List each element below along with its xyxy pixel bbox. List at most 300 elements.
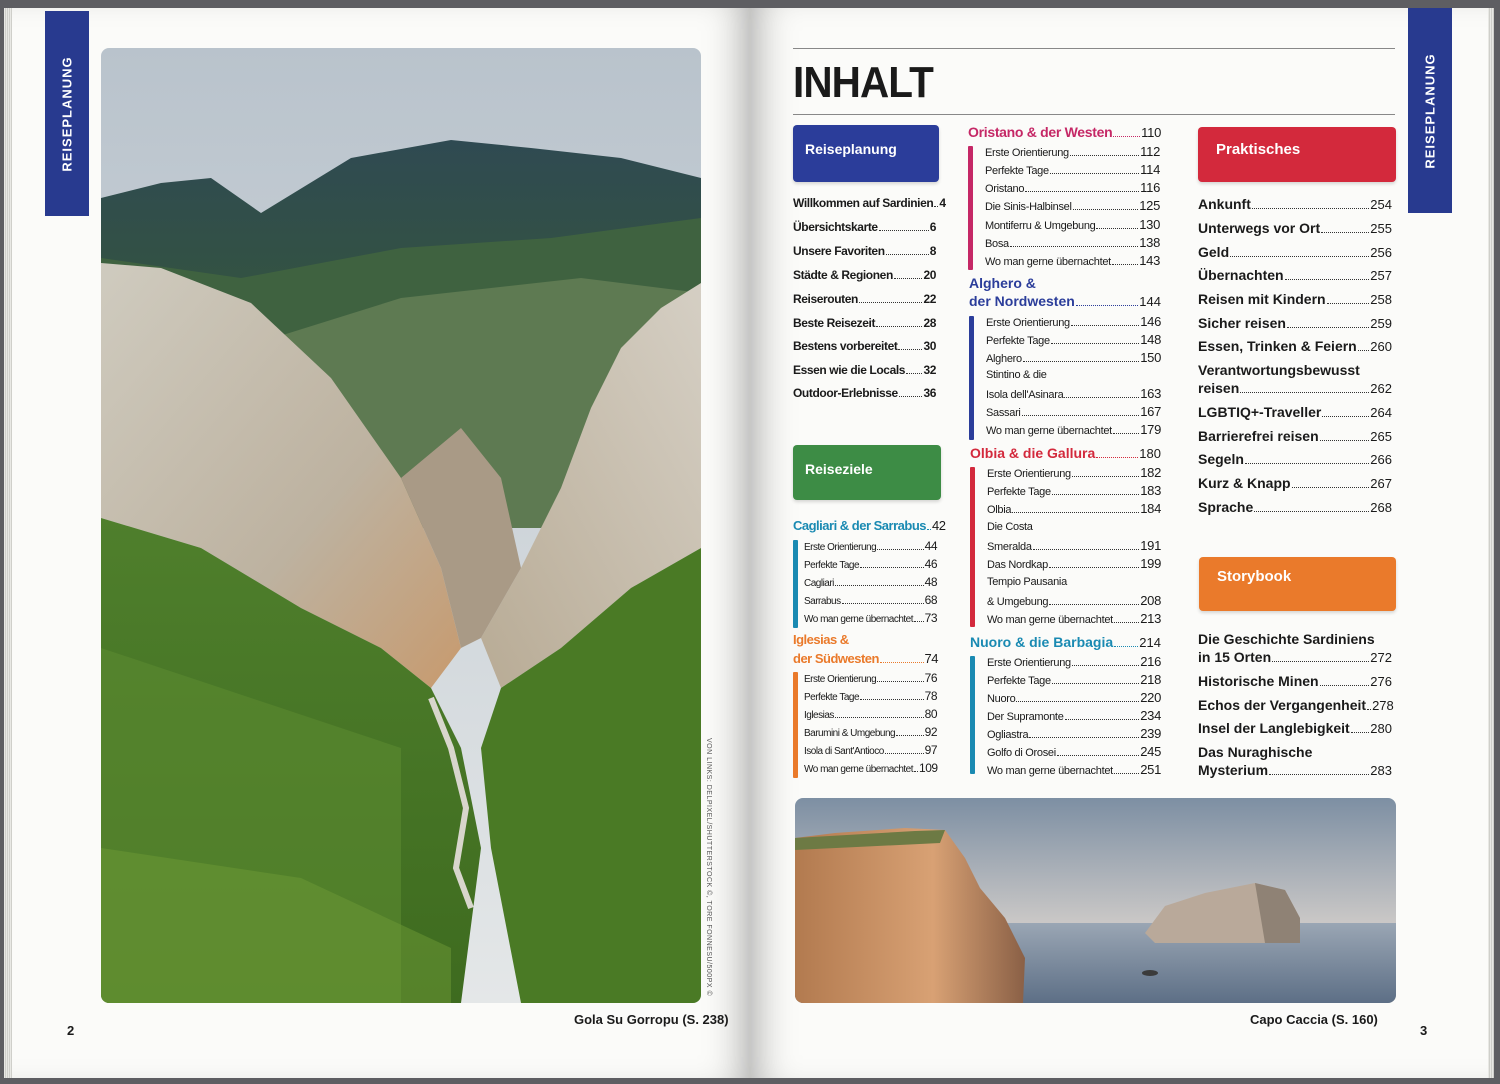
entry-page: 184 xyxy=(1140,501,1161,516)
section-heading-cagliari[interactable] xyxy=(793,518,946,533)
leader-dots xyxy=(1025,191,1139,192)
entry-label: Erste Orientierung xyxy=(985,147,1069,159)
toc-entry[interactable] xyxy=(1198,404,1392,420)
entry-page: 245 xyxy=(1140,744,1161,759)
leader-dots xyxy=(1114,646,1138,647)
entry-label: Perfekte Tage xyxy=(804,560,860,571)
page-number: 2 xyxy=(67,1023,75,1038)
entry-page: 28 xyxy=(923,316,936,330)
entry-label: Erste Orientierung xyxy=(804,674,877,685)
entry-label: Reiserouten xyxy=(793,292,858,306)
top-rule xyxy=(793,48,1395,49)
entry-label: Historische Minen xyxy=(1198,673,1319,689)
entry-page: 280 xyxy=(1370,721,1392,736)
leader-dots xyxy=(1064,397,1139,398)
leader-dots xyxy=(885,753,924,754)
leader-dots xyxy=(1358,350,1370,351)
entry-page: 46 xyxy=(924,557,937,571)
leader-dots xyxy=(1113,136,1140,137)
entry-label: Perfekte Tage xyxy=(985,165,1049,177)
entry-page: 78 xyxy=(924,689,937,703)
entry-label: Sarrabus xyxy=(804,596,841,607)
toc-subentry[interactable] xyxy=(986,314,1161,329)
entry-page: 130 xyxy=(1139,217,1160,232)
toc-entry[interactable] xyxy=(793,363,936,377)
toc-entry[interactable] xyxy=(1198,267,1392,283)
toc-entry[interactable] xyxy=(1198,499,1392,515)
heading-page: 42 xyxy=(932,518,946,533)
toc-subentry[interactable] xyxy=(987,465,1161,480)
entry-page: 6 xyxy=(929,220,936,234)
entry-page: 257 xyxy=(1370,268,1392,283)
toc-subentry[interactable] xyxy=(804,743,937,757)
entry-label: Alghero xyxy=(986,353,1022,365)
leader-dots xyxy=(1240,392,1369,393)
section-tab xyxy=(1408,8,1452,213)
entry-page: 276 xyxy=(1370,674,1392,689)
leader-dots xyxy=(1022,415,1140,416)
section-heading-iglesias[interactable]: Iglesias & xyxy=(793,632,849,647)
box-label: Reiseplanung xyxy=(805,141,897,157)
toc-subentry[interactable] xyxy=(987,593,1161,608)
toc-entry[interactable] xyxy=(1198,697,1392,713)
leader-dots xyxy=(1073,209,1139,210)
toc-entry[interactable] xyxy=(1198,428,1392,444)
leader-dots xyxy=(835,585,924,586)
entry-page: 167 xyxy=(1140,404,1161,419)
box-label: Praktisches xyxy=(1216,141,1301,158)
entry-label: Unsere Favoriten xyxy=(793,244,885,258)
toc-subentry[interactable] xyxy=(804,575,937,589)
entry-page: 199 xyxy=(1140,556,1161,571)
entry-page: 125 xyxy=(1139,198,1160,213)
heading-page: 214 xyxy=(1139,635,1161,650)
entry-page: 267 xyxy=(1370,476,1392,491)
toc-entry[interactable] xyxy=(1198,380,1392,396)
toc-entry[interactable] xyxy=(1198,338,1392,354)
entry-page: 30 xyxy=(923,339,936,353)
leader-dots xyxy=(1269,774,1369,775)
entry-label: Perfekte Tage xyxy=(986,335,1050,347)
entry-page: 8 xyxy=(929,244,936,258)
entry-label: Sprache xyxy=(1198,499,1254,515)
toc-subentry[interactable] xyxy=(804,689,937,703)
toc-entry[interactable] xyxy=(1198,196,1392,212)
entry-label: Mysterium xyxy=(1198,762,1269,778)
toc-subentry-line1[interactable]: Stintino & die xyxy=(986,369,1047,381)
leader-dots xyxy=(1254,511,1369,512)
heading-page: 180 xyxy=(1139,446,1161,461)
leader-dots xyxy=(1029,737,1139,738)
toc-subentry[interactable] xyxy=(987,483,1161,498)
left-page xyxy=(12,8,750,1078)
leader-dots xyxy=(1327,303,1370,304)
entry-label: Das Nordkap xyxy=(987,559,1048,571)
leader-dots xyxy=(896,735,924,736)
toc-subentry[interactable] xyxy=(986,386,1161,401)
heading-page: 144 xyxy=(1139,294,1161,309)
heading-label: der Nordwesten xyxy=(969,293,1075,309)
leader-dots xyxy=(1351,732,1370,733)
section-bar xyxy=(793,540,798,628)
entry-label: Erste Orientierung xyxy=(804,542,877,553)
heading-label: Oristano & der Westen xyxy=(968,124,1113,140)
toc-subentry[interactable] xyxy=(987,611,1161,626)
entry-label: Oristano xyxy=(985,183,1025,195)
entry-page: 22 xyxy=(923,292,936,306)
entry-label: Sicher reisen xyxy=(1198,315,1286,331)
toc-subentry[interactable] xyxy=(987,501,1161,516)
toc-subentry[interactable] xyxy=(987,744,1161,759)
toc-subentry[interactable] xyxy=(987,762,1161,777)
leader-dots xyxy=(842,603,924,604)
toc-entry[interactable] xyxy=(1198,220,1392,236)
entry-label: Sassari xyxy=(986,407,1021,419)
toc-subentry[interactable] xyxy=(804,593,937,607)
toc-subentry[interactable] xyxy=(804,611,937,625)
section-bar xyxy=(793,672,798,778)
toc-entry-line1[interactable]: Die Geschichte Sardiniens xyxy=(1198,631,1375,647)
toc-subentry[interactable] xyxy=(804,725,937,739)
photo-credit: VON LINKS: DELPIXEL/SHUTTERSTOCK ©, TORE FONNESU/500PX © xyxy=(705,738,712,997)
page-number: 3 xyxy=(1420,1023,1428,1038)
toc-entry[interactable] xyxy=(1198,673,1392,689)
leader-dots xyxy=(1287,327,1369,328)
entry-label: Der Supramonte xyxy=(987,711,1064,723)
page-title: INHALT xyxy=(793,58,933,107)
toc-subentry[interactable] xyxy=(985,162,1160,177)
toc-subentry[interactable] xyxy=(804,761,937,775)
entry-label: Wo man gerne übernachtet xyxy=(985,256,1111,268)
leader-dots xyxy=(1367,709,1371,710)
entry-page: 213 xyxy=(1140,611,1161,626)
section-bar xyxy=(968,146,973,270)
toc-subentry[interactable] xyxy=(986,404,1161,419)
entry-label: in 15 Orten xyxy=(1198,649,1272,665)
leader-dots xyxy=(1065,719,1140,720)
entry-page: 92 xyxy=(924,725,937,739)
toc-subentry[interactable] xyxy=(987,654,1161,669)
leader-dots xyxy=(914,771,918,772)
toc-subentry[interactable] xyxy=(804,539,937,553)
leader-dots xyxy=(1272,661,1369,662)
entry-label: Smeralda xyxy=(987,541,1032,553)
entry-page: 265 xyxy=(1370,429,1392,444)
leader-dots xyxy=(1252,208,1369,209)
entry-page: 259 xyxy=(1370,316,1392,331)
section-tab-label: REISEPLANUNG xyxy=(1422,52,1438,169)
leader-dots xyxy=(1049,604,1139,605)
section-heading-alghero[interactable]: Alghero & xyxy=(969,275,1036,291)
toc-entry[interactable] xyxy=(793,339,936,353)
entry-label: Montiferru & Umgebung xyxy=(985,220,1096,232)
toc-entry[interactable] xyxy=(793,268,936,282)
leader-dots xyxy=(1096,457,1138,458)
entry-page: 208 xyxy=(1140,593,1161,608)
toc-entry[interactable] xyxy=(1198,291,1392,307)
heading-label: Nuoro & die Barbagia xyxy=(970,634,1114,650)
entry-label: Übersichtskarte xyxy=(793,220,878,234)
section-bar xyxy=(969,316,974,440)
entry-label: Outdoor-Erlebnisse xyxy=(793,386,898,400)
toc-entry[interactable] xyxy=(1198,315,1392,331)
photo-caption: Gola Su Gorropu (S. 238) xyxy=(574,1012,729,1027)
entry-label: Übernachten xyxy=(1198,267,1284,283)
entry-label: Isola di Sant'Antioco xyxy=(804,746,884,757)
entry-page: 262 xyxy=(1370,381,1392,396)
entry-label: Reisen mit Kindern xyxy=(1198,291,1326,307)
section-heading-nuoro[interactable] xyxy=(970,634,1161,650)
leader-dots xyxy=(1016,701,1139,702)
leader-dots xyxy=(1230,256,1369,257)
leader-dots xyxy=(1096,228,1138,229)
entry-page: 254 xyxy=(1370,197,1392,212)
toc-entry[interactable] xyxy=(793,220,936,234)
leader-dots xyxy=(1049,567,1139,568)
entry-page: 4 xyxy=(939,196,946,210)
entry-page: 44 xyxy=(924,539,937,553)
leader-dots xyxy=(899,396,923,397)
toc-entry[interactable] xyxy=(793,196,946,210)
leader-dots xyxy=(934,206,938,207)
toc-entry[interactable] xyxy=(1198,451,1392,467)
entry-page: 264 xyxy=(1370,405,1392,420)
entry-label: Segeln xyxy=(1198,451,1244,467)
toc-entry-line1[interactable]: Verantwortungsbewusst xyxy=(1198,362,1360,378)
heading-label: Olbia & die Gallura xyxy=(970,445,1096,461)
toc-subentry[interactable] xyxy=(985,235,1160,250)
entry-page: 148 xyxy=(1140,332,1161,347)
entry-label: Unterwegs vor Ort xyxy=(1198,220,1321,236)
entry-page: 97 xyxy=(924,743,937,757)
leader-dots xyxy=(1033,549,1140,550)
box-label: Reiseziele xyxy=(805,461,873,477)
entry-page: 234 xyxy=(1140,708,1161,723)
leader-dots xyxy=(1320,440,1370,441)
entry-page: 80 xyxy=(924,707,937,721)
leader-dots xyxy=(879,230,929,231)
leader-dots xyxy=(1071,325,1139,326)
leader-dots xyxy=(877,681,923,682)
entry-page: 218 xyxy=(1140,672,1161,687)
leader-dots xyxy=(1114,773,1139,774)
leader-dots xyxy=(1322,416,1369,417)
entry-label: Wo man gerne übernachtet xyxy=(987,765,1113,777)
leader-dots xyxy=(1292,487,1370,488)
entry-page: 32 xyxy=(923,363,936,377)
entry-page: 76 xyxy=(924,671,937,685)
entry-page: 182 xyxy=(1140,465,1161,480)
leader-dots xyxy=(1070,155,1139,156)
leader-dots xyxy=(1072,476,1139,477)
entry-label: Geld xyxy=(1198,244,1230,260)
leader-dots xyxy=(898,349,922,350)
toc-entry[interactable] xyxy=(793,316,936,330)
leader-dots xyxy=(880,662,924,663)
entry-label: Echos der Vergangenheit xyxy=(1198,697,1367,713)
leader-dots xyxy=(1052,494,1139,495)
entry-label: Cagliari xyxy=(804,578,834,589)
entry-label: Erste Orientierung xyxy=(986,317,1070,329)
toc-subentry[interactable] xyxy=(987,690,1161,705)
toc-subentry[interactable] xyxy=(985,180,1160,195)
entry-page: 260 xyxy=(1370,339,1392,354)
entry-label: Bestens vorbereitet xyxy=(793,339,898,353)
toc-entry[interactable] xyxy=(1198,720,1392,736)
toc-subentry[interactable] xyxy=(987,538,1161,553)
heading-page: 74 xyxy=(924,651,938,666)
photo-caption: Capo Caccia (S. 160) xyxy=(1250,1012,1378,1027)
section-tab xyxy=(45,11,89,216)
heading-label: Cagliari & der Sarrabus xyxy=(793,518,926,533)
leader-dots xyxy=(1072,665,1139,666)
leader-dots xyxy=(860,567,924,568)
toc-entry[interactable] xyxy=(1198,475,1392,491)
entry-page: 138 xyxy=(1139,235,1160,250)
leader-dots xyxy=(906,373,922,374)
toc-subentry[interactable] xyxy=(987,726,1161,741)
leader-dots xyxy=(1023,361,1139,362)
toc-subentry[interactable] xyxy=(987,708,1161,723)
toc-subentry[interactable] xyxy=(985,217,1160,232)
entry-page: 183 xyxy=(1140,483,1161,498)
entry-label: Essen wie die Locals xyxy=(793,363,906,377)
entry-label: Ankunft xyxy=(1198,196,1251,212)
entry-label: Isola dell'Asinara xyxy=(986,389,1064,401)
praktisches-box xyxy=(1198,127,1396,182)
gorge-photo xyxy=(101,48,701,1003)
leader-dots xyxy=(835,717,924,718)
toc-subentry[interactable] xyxy=(986,422,1161,437)
entry-label: Erste Orientierung xyxy=(987,657,1071,669)
toc-subentry[interactable] xyxy=(987,556,1161,571)
leader-dots xyxy=(1076,305,1138,306)
entry-label: Städte & Regionen xyxy=(793,268,893,282)
leader-dots xyxy=(859,302,922,303)
entry-page: 283 xyxy=(1370,763,1392,778)
entry-label: Golfo di Orosei xyxy=(987,747,1056,759)
leader-dots xyxy=(1320,685,1370,686)
entry-label: reisen xyxy=(1198,380,1240,396)
entry-page: 256 xyxy=(1370,245,1392,260)
entry-label: Willkommen auf Sardinien xyxy=(793,196,934,210)
entry-page: 146 xyxy=(1140,314,1161,329)
entry-label: Nuoro xyxy=(987,693,1016,705)
leader-dots xyxy=(886,254,929,255)
entry-label: Perfekte Tage xyxy=(987,486,1051,498)
entry-label: Essen, Trinken & Feiern xyxy=(1198,338,1357,354)
toc-subentry[interactable] xyxy=(804,707,937,721)
entry-label: Wo man gerne übernachtet xyxy=(987,614,1113,626)
toc-entry[interactable] xyxy=(793,386,936,400)
entry-page: 163 xyxy=(1140,386,1161,401)
entry-page: 112 xyxy=(1140,144,1160,159)
leader-dots xyxy=(1245,463,1369,464)
entry-label: Wo man gerne übernachtet xyxy=(804,614,914,625)
entry-page: 68 xyxy=(924,593,937,607)
leader-dots xyxy=(1113,433,1139,434)
entry-page: 179 xyxy=(1140,422,1161,437)
entry-page: 73 xyxy=(924,611,937,625)
section-heading-oristano[interactable] xyxy=(968,124,1161,140)
right-page xyxy=(750,8,1488,1078)
storybook-box xyxy=(1199,557,1396,611)
entry-page: 258 xyxy=(1370,292,1392,307)
section-bar xyxy=(970,467,975,627)
entry-page: 150 xyxy=(1140,350,1161,365)
toc-subentry[interactable] xyxy=(986,350,1161,365)
entry-label: & Umgebung xyxy=(987,596,1049,608)
entry-label: Perfekte Tage xyxy=(987,675,1051,687)
section-heading-iglesias-line2[interactable] xyxy=(793,651,938,666)
section-heading-alghero-line2[interactable] xyxy=(969,293,1161,309)
entry-page: 251 xyxy=(1140,762,1161,777)
leader-dots xyxy=(1057,755,1139,756)
toc-subentry[interactable] xyxy=(804,557,937,571)
leader-dots xyxy=(1012,512,1139,513)
entry-page: 36 xyxy=(923,386,936,400)
entry-label: Barumini & Umgebung xyxy=(804,728,896,739)
entry-label: Bosa xyxy=(985,238,1009,250)
reiseziele-box xyxy=(793,445,941,500)
entry-label: Barrierefrei reisen xyxy=(1198,428,1319,444)
section-tab-label: REISEPLANUNG xyxy=(59,55,75,172)
toc-entry[interactable] xyxy=(793,244,936,258)
toc-subentry[interactable] xyxy=(986,332,1161,347)
entry-label: Ogliastra xyxy=(987,729,1029,741)
toc-entry-line1[interactable]: Das Nuraghische xyxy=(1198,744,1313,760)
section-heading-olbia[interactable] xyxy=(970,445,1161,461)
entry-page: 20 xyxy=(923,268,936,282)
leader-dots xyxy=(1112,264,1138,265)
toc-subentry[interactable] xyxy=(985,253,1160,268)
toc-subentry[interactable] xyxy=(804,671,937,685)
toc-subentry-line1[interactable]: Tempio Pausania xyxy=(987,576,1067,588)
capo-caccia-photo xyxy=(795,798,1396,1003)
toc-subentry[interactable] xyxy=(985,198,1160,213)
leader-dots xyxy=(927,529,931,530)
title-rule xyxy=(793,114,1395,115)
leader-dots xyxy=(894,278,923,279)
toc-entry[interactable] xyxy=(1198,649,1392,665)
leader-dots xyxy=(876,326,922,327)
toc-entry[interactable] xyxy=(793,292,936,306)
toc-entry[interactable] xyxy=(1198,244,1392,260)
leader-dots xyxy=(1010,246,1138,247)
entry-page: 216 xyxy=(1140,654,1161,669)
toc-subentry[interactable] xyxy=(985,144,1160,159)
toc-subentry-line1[interactable]: Die Costa xyxy=(987,521,1033,533)
entry-page: 268 xyxy=(1370,500,1392,515)
toc-entry[interactable] xyxy=(1198,762,1392,778)
entry-page: 278 xyxy=(1372,698,1394,713)
entry-label: Kurz & Knapp xyxy=(1198,475,1291,491)
entry-label: Olbia xyxy=(987,504,1012,516)
entry-label: Erste Orientierung xyxy=(987,468,1071,480)
heading-label: der Südwesten xyxy=(793,651,879,666)
toc-subentry[interactable] xyxy=(987,672,1161,687)
reiseplanung-box xyxy=(793,125,939,182)
leader-dots xyxy=(1321,232,1369,233)
entry-page: 220 xyxy=(1140,690,1161,705)
leader-dots xyxy=(860,699,924,700)
leader-dots xyxy=(877,549,923,550)
entry-label: Wo man gerne übernachtet xyxy=(804,764,914,775)
entry-label: LGBTIQ+-Traveller xyxy=(1198,404,1322,420)
entry-page: 191 xyxy=(1140,538,1161,553)
leader-dots xyxy=(1051,343,1139,344)
leader-dots xyxy=(1285,279,1370,280)
